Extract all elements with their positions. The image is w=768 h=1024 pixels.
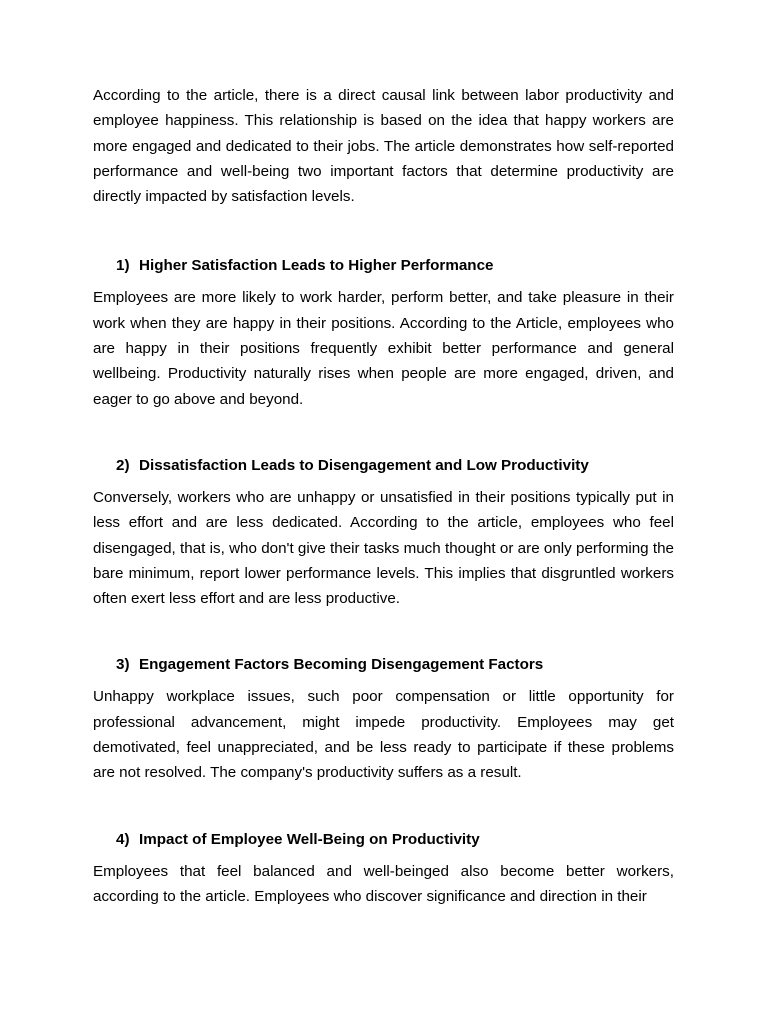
section-3-heading [93,655,674,675]
section-1-body: Employees are more likely to work harder, perform better, and take pleasure in their work when they are happy in their positions. According to the Article, employees who are happy in their positions frequently exhibit better performance and general wellbeing. Productivity naturally rises when people are more engaged, driven, and eager to go above and beyond. [93,289,674,408]
section-4-heading [93,830,674,850]
section-4-title: Impact of Employee Well-Being on Productivity [139,830,480,848]
section-3-body: Unhappy workplace issues, such poor compensation or little opportunity for professional advancement, might impede productivity. Employees may get demotivated, feel unappreciated, and be less ready to participate if these problems are not resolved. The company's productivity suffers as a result. [93,688,674,782]
section-1-title: Higher Satisfaction Leads to Higher Performance [139,257,494,275]
document-page [93,83,674,909]
section-1-heading [93,256,674,276]
section-2-heading [93,456,674,476]
section-4-body: Employees that feel balanced and well-beinged also become better workers, according to the article. Employees who discover significance and direction in their [93,862,674,905]
section-2-number: 2) [116,456,130,474]
section-2-body: Conversely, workers who are unhappy or unsatisfied in their positions typically put in less effort and are less dedicated. According to the article, employees who feel disengaged, that is, who don't give their tasks much thought or are only performing the bare minimum, report lower performance levels. This implies that disgruntled workers often exert less effort and are less productive. [93,488,674,608]
intro-paragraph: According to the article, there is a direct causal link between labor productivity and employee happiness. This relationship is based on the idea that happy workers are more engaged and dedicated to their jobs. The article demonstrates how self-reported performance and well-being two important factors that determine productivity are directly impacted by satisfaction levels. [93,87,674,206]
section-4-number: 4) [116,830,130,848]
section-2-title: Dissatisfaction Leads to Disengagement and Low Productivity [139,456,589,474]
section-3-title: Engagement Factors Becoming Disengagement Factors [139,656,544,674]
section-1-number: 1) [116,257,130,275]
section-3-number: 3) [116,656,130,674]
